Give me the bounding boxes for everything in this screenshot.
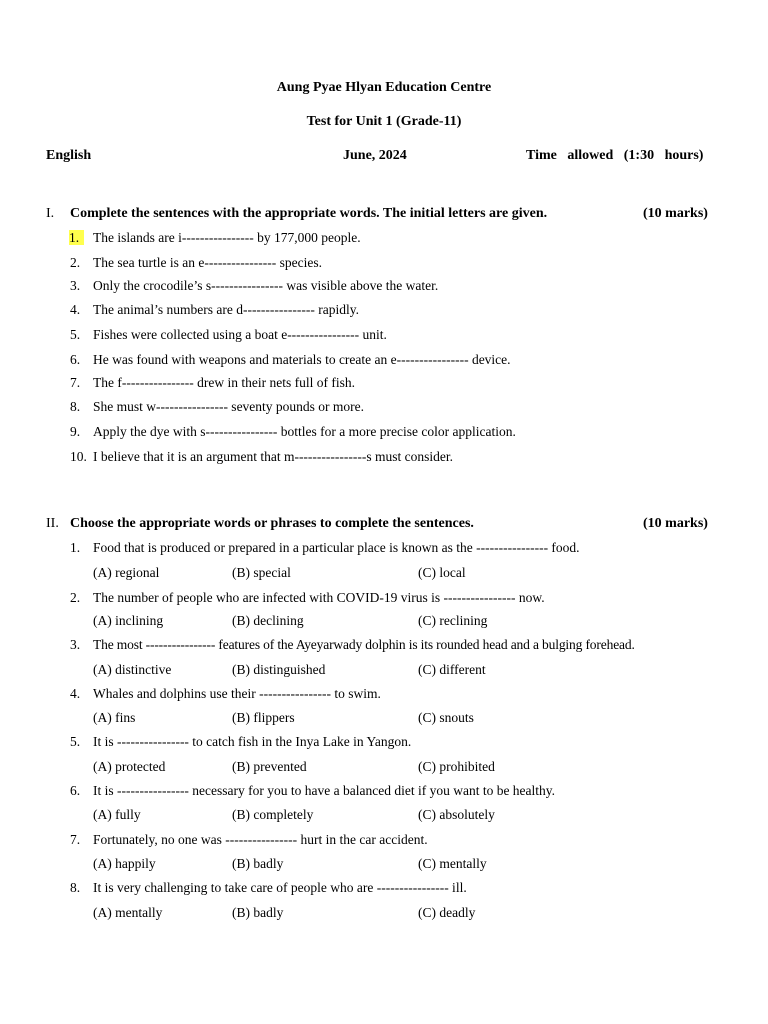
option-b: (B) prevented bbox=[232, 759, 307, 774]
section-2-instruction: Choose the appropriate words or phrases to complete the sentences. bbox=[70, 516, 474, 531]
question-2-3-text: The most ---------------- features of the Ayeyarwady dolphin is its rounded head and a bulging forehead. bbox=[93, 637, 635, 652]
question-1-10-text: I believe that it is an argument that m----------------s must consider. bbox=[93, 449, 453, 464]
option-a: (A) regional bbox=[93, 565, 160, 580]
section-2-marks: (10 marks) bbox=[643, 516, 708, 531]
option-c: (C) deadly bbox=[418, 905, 476, 920]
subject-label: English bbox=[46, 148, 92, 163]
section-1-marks: (10 marks) bbox=[643, 206, 708, 221]
question-number: 7. bbox=[70, 832, 81, 847]
option-c: (C) prohibited bbox=[418, 759, 495, 774]
option-a: (A) inclining bbox=[93, 613, 164, 628]
option-a: (A) distinctive bbox=[93, 662, 172, 677]
test-title: Test for Unit 1 (Grade-11) bbox=[306, 114, 462, 129]
option-c: (C) reclining bbox=[418, 613, 488, 628]
question-1-1 bbox=[69, 229, 84, 247]
question-number: 7. bbox=[70, 375, 81, 390]
section-1-instruction: Complete the sentences with the appropriate words. The initial letters are given. bbox=[70, 206, 548, 221]
question-number: 2. bbox=[70, 255, 81, 270]
option-b: (B) special bbox=[232, 565, 291, 580]
question-1-8-text: She must w---------------- seventy pounds or more. bbox=[93, 399, 365, 414]
option-b: (B) badly bbox=[232, 856, 284, 871]
question-number: 1. bbox=[69, 230, 84, 245]
question-2-1-text: Food that is produced or prepared in a particular place is known as the ---------------- food. bbox=[93, 540, 580, 555]
question-number: 2. bbox=[70, 590, 81, 605]
question-number: 10. bbox=[70, 449, 87, 464]
question-1-9-text: Apply the dye with s---------------- bottles for a more precise color application. bbox=[93, 424, 516, 439]
question-number: 6. bbox=[70, 783, 81, 798]
option-a: (A) fully bbox=[93, 807, 141, 822]
question-number: 5. bbox=[70, 734, 81, 749]
question-2-2-text: The number of people who are infected with COVID-19 virus is ---------------- now. bbox=[93, 590, 545, 605]
question-number: 6. bbox=[70, 352, 81, 367]
question-number: 5. bbox=[70, 327, 81, 342]
question-number: 8. bbox=[70, 880, 81, 895]
question-2-5-text: It is ---------------- to catch fish in the Inya Lake in Yangon. bbox=[93, 734, 412, 749]
question-1-1-text: The islands are i---------------- by 177,000 people. bbox=[93, 230, 361, 245]
question-2-4-text: Whales and dolphins use their ---------------- to swim. bbox=[93, 686, 381, 701]
section-2-number: II. bbox=[46, 516, 59, 531]
option-c: (C) snouts bbox=[418, 710, 474, 725]
option-a: (A) happily bbox=[93, 856, 156, 871]
option-a: (A) fins bbox=[93, 710, 136, 725]
question-number: 3. bbox=[70, 278, 81, 293]
option-b: (B) distinguished bbox=[232, 662, 326, 677]
question-2-6-text: It is ---------------- necessary for you to have a balanced diet if you want to be healthy. bbox=[93, 783, 556, 798]
exam-date: June, 2024 bbox=[343, 148, 407, 163]
option-a: (A) protected bbox=[93, 759, 166, 774]
question-1-4-text: The animal’s numbers are d---------------- rapidly. bbox=[93, 302, 359, 317]
section-1-number: I. bbox=[46, 206, 55, 221]
question-2-8-text: It is very challenging to take care of people who are ---------------- ill. bbox=[93, 880, 467, 895]
question-1-2-text: The sea turtle is an e---------------- species. bbox=[93, 255, 322, 270]
school-name: Aung Pyae Hlyan Education Centre bbox=[276, 80, 492, 95]
option-b: (B) badly bbox=[232, 905, 284, 920]
question-number: 1. bbox=[70, 540, 81, 555]
question-number: 9. bbox=[70, 424, 81, 439]
option-c: (C) local bbox=[418, 565, 466, 580]
option-b: (B) completely bbox=[232, 807, 314, 822]
option-b: (B) flippers bbox=[232, 710, 295, 725]
question-number: 4. bbox=[70, 686, 81, 701]
question-1-3-text: Only the crocodile’s s---------------- was visible above the water. bbox=[93, 278, 439, 293]
option-c: (C) mentally bbox=[418, 856, 487, 871]
option-b: (B) declining bbox=[232, 613, 304, 628]
question-number: 4. bbox=[70, 302, 81, 317]
question-number: 8. bbox=[70, 399, 81, 414]
question-1-7-text: The f---------------- drew in their nets full of fish. bbox=[93, 375, 356, 390]
option-a: (A) mentally bbox=[93, 905, 163, 920]
option-c: (C) different bbox=[418, 662, 486, 677]
question-1-6-text: He was found with weapons and materials to create an e---------------- device. bbox=[93, 352, 511, 367]
question-2-7-text: Fortunately, no one was ---------------- hurt in the car accident. bbox=[93, 832, 428, 847]
question-1-5-text: Fishes were collected using a boat e---------------- unit. bbox=[93, 327, 387, 342]
option-c: (C) absolutely bbox=[418, 807, 495, 822]
time-allowed: Time allowed (1:30 hours) bbox=[526, 148, 704, 163]
question-number: 3. bbox=[70, 637, 81, 652]
